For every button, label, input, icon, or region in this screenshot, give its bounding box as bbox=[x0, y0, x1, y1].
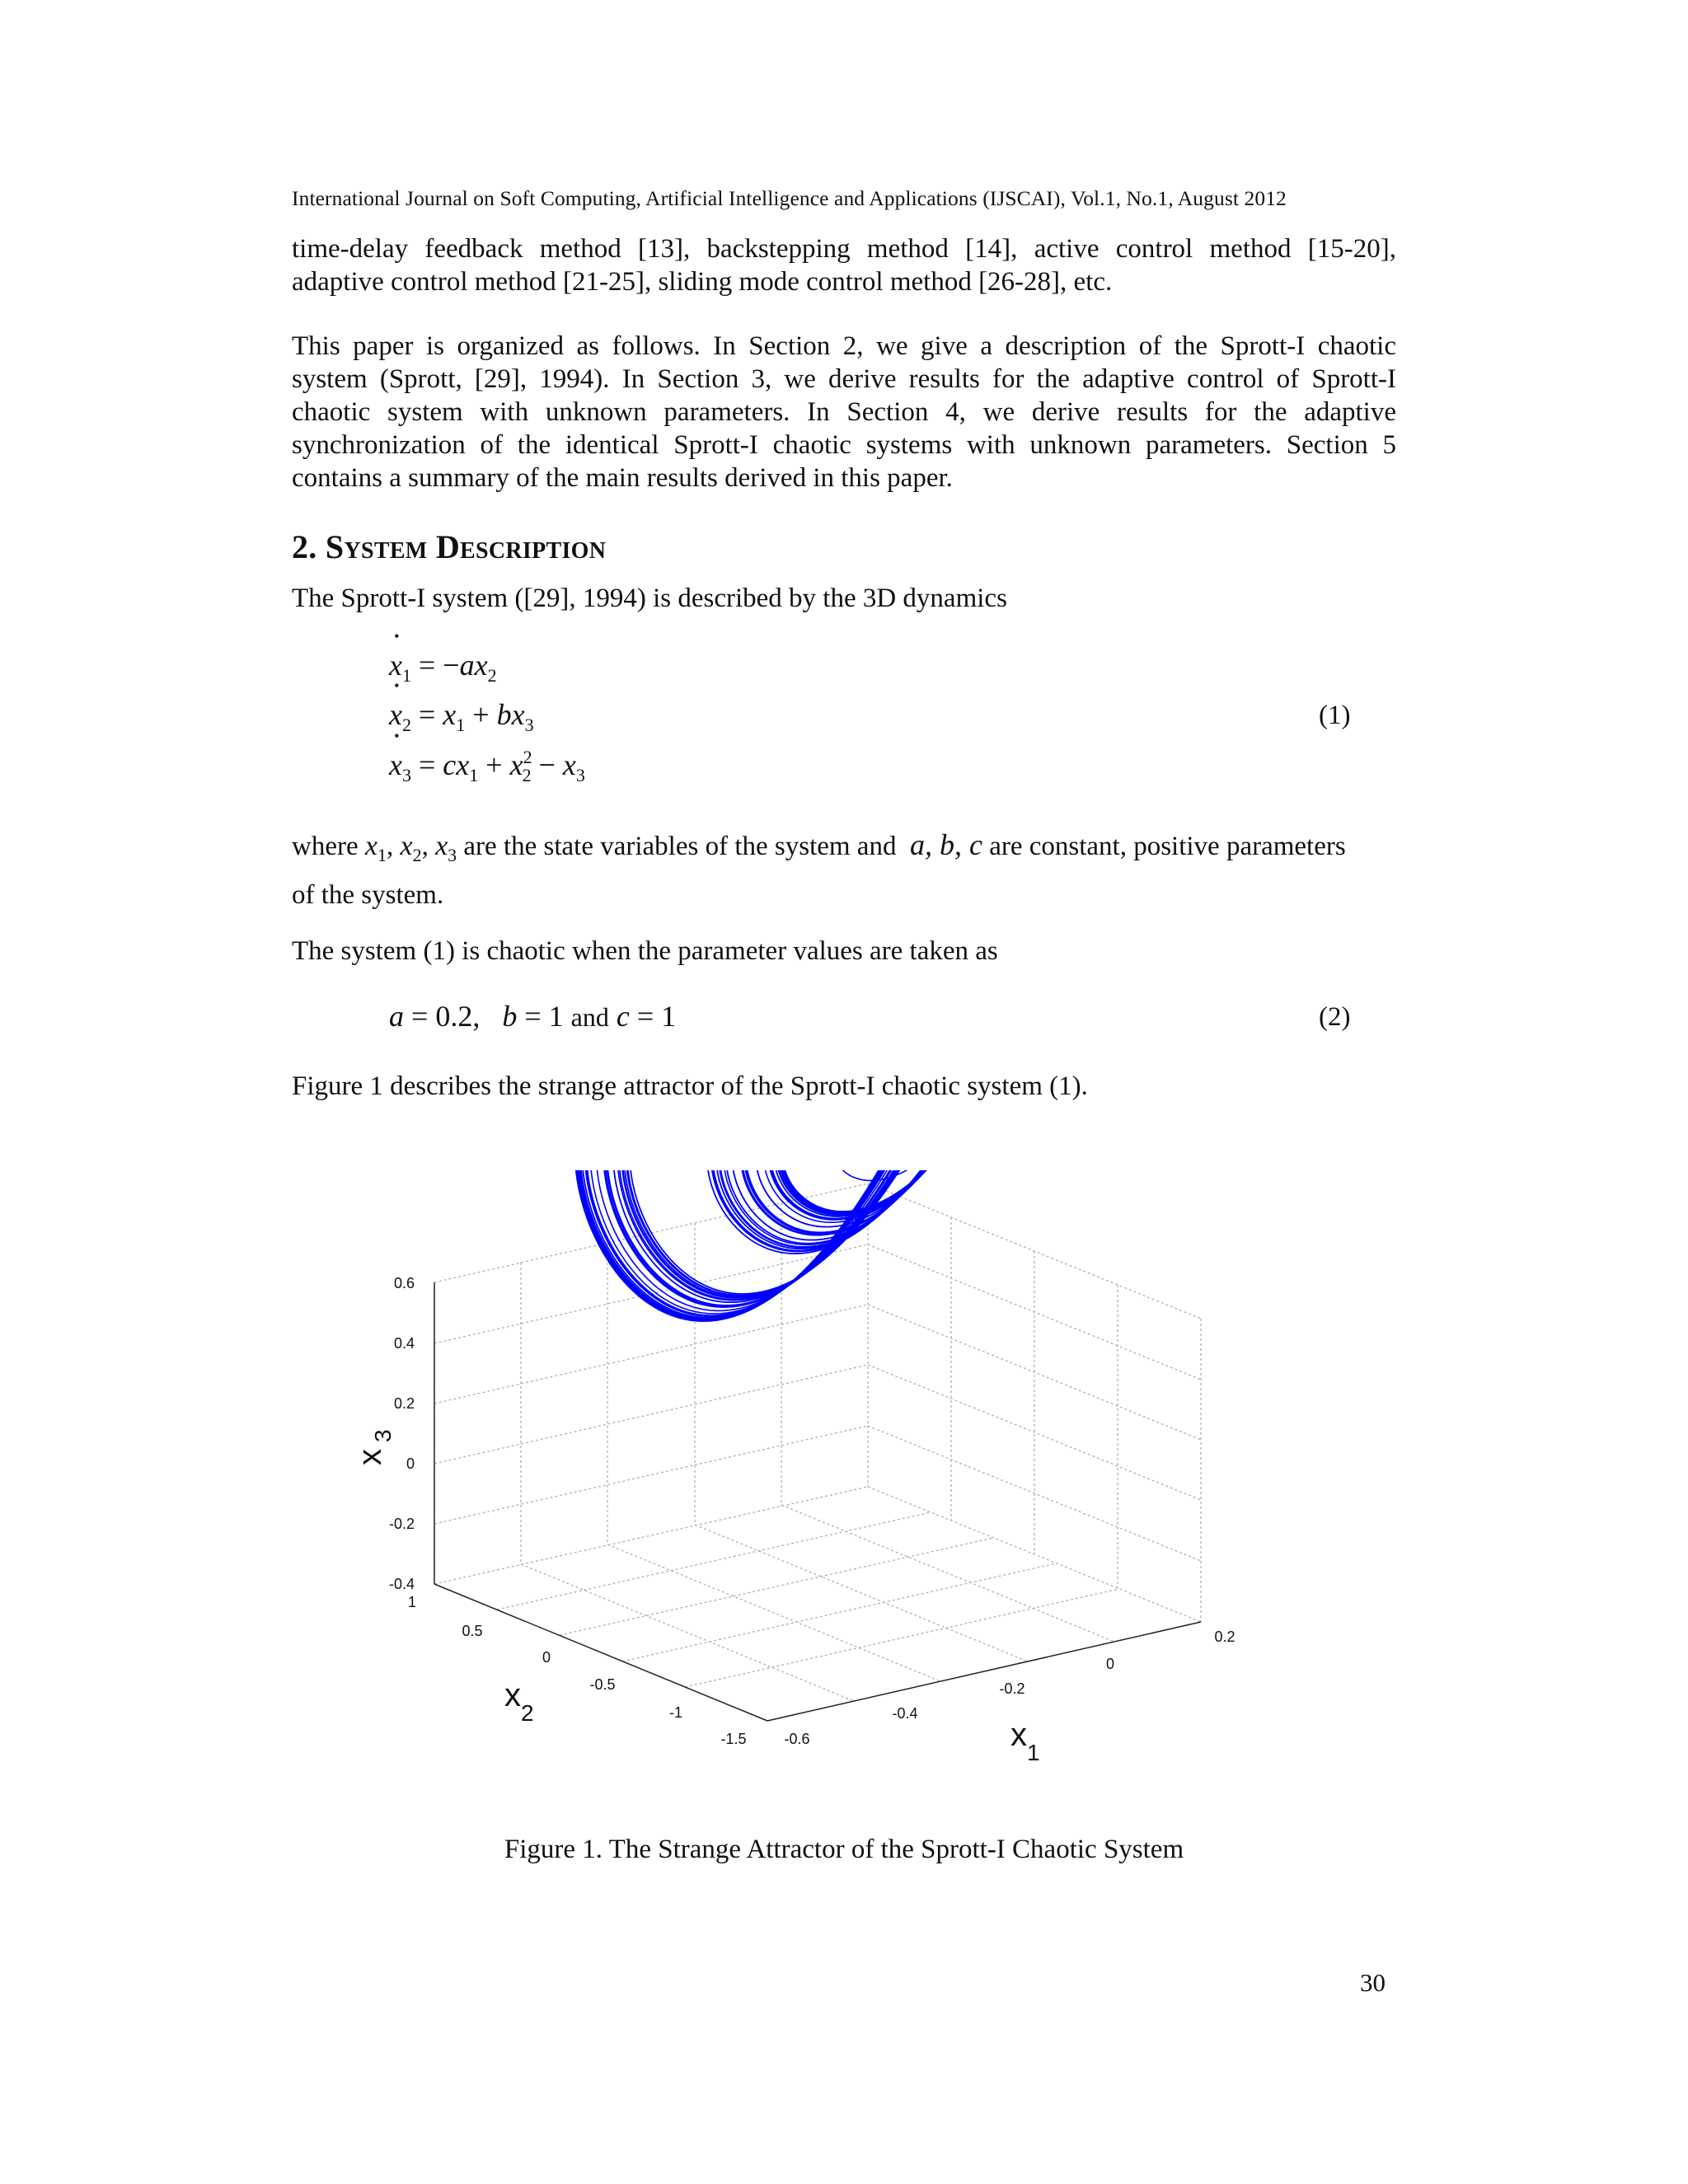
eq2-and: and bbox=[570, 1002, 609, 1032]
figure-intro-text: Figure 1 describes the strange attractor of the Sprott-I chaotic system (1). bbox=[292, 1071, 1088, 1101]
x1-ticks bbox=[784, 1629, 1235, 1747]
eq2-a-value: 0.2, bbox=[435, 1000, 481, 1033]
organization-paragraph bbox=[292, 330, 1396, 494]
system-intro bbox=[292, 582, 1396, 615]
equation-1-line-1: • $x_1 = -ax_2$ bbox=[389, 648, 497, 687]
x1-tick: 0 bbox=[1105, 1656, 1115, 1672]
x2-tick: 1 bbox=[407, 1594, 417, 1610]
x3-label bbox=[352, 1429, 396, 1465]
svg-text:2: 2 bbox=[521, 1700, 534, 1726]
eq2-c-value: 1 bbox=[661, 1000, 677, 1033]
where-d: of the system. bbox=[292, 880, 444, 910]
x1-label bbox=[1010, 1717, 1040, 1765]
org-line-4: synchronization of the identical Sprott-I chaotic systems with unknown parameters. Section 5 bbox=[292, 430, 1396, 460]
org-line-1: This paper is organized as follows. In Section 2, we give a description of the Sprott-I chaotic bbox=[292, 331, 1396, 361]
intro-line-1: time-delay feedback method [13], backstepping method [14], active control method [15-20], bbox=[292, 234, 1396, 264]
x2-tick: -1.5 bbox=[720, 1731, 747, 1747]
running-header: International Journal on Soft Computing, Artificial Intelligence and Applications (IJSCAI), Vol.1, No.1, August 2012 bbox=[292, 186, 1287, 210]
x1-tick: -0.6 bbox=[784, 1731, 810, 1747]
trajectory-segment bbox=[575, 1170, 979, 1321]
org-line-2: system (Sprott, [29], 1994). In Section 3, we derive results for the adaptive control of Sprott-I bbox=[292, 364, 1396, 394]
x2-tick: -0.5 bbox=[589, 1676, 616, 1693]
section-heading: 2. System Description bbox=[292, 528, 607, 565]
where-c: are constant, positive parameters bbox=[989, 832, 1346, 861]
intro-paragraph bbox=[292, 232, 1396, 298]
figure-caption: Figure 1. The Strange Attractor of the Sprott-I Chaotic System bbox=[504, 1835, 1184, 1864]
x3-tick: -0.2 bbox=[388, 1516, 415, 1532]
x2-tick: -1 bbox=[668, 1704, 683, 1721]
x2-label bbox=[504, 1677, 534, 1726]
x3-tick: -0.4 bbox=[388, 1576, 415, 1592]
chaotic-paragraph bbox=[292, 935, 1396, 968]
x2-ticks bbox=[408, 1594, 747, 1747]
where-a: where bbox=[292, 832, 359, 861]
eq2-b-value: 1 bbox=[548, 1000, 564, 1033]
x2-tick: 0 bbox=[542, 1649, 551, 1666]
equation-1-line-2: • $x_2 = x_1 + bx_3$ bbox=[389, 697, 534, 736]
x1-tick: -0.2 bbox=[999, 1680, 1025, 1697]
page-number: 30 bbox=[1360, 1968, 1386, 1997]
svg-text:x: x bbox=[352, 1449, 388, 1465]
attractor-figure bbox=[330, 1170, 1261, 1780]
where-b: are the state variables of the system and bbox=[463, 832, 897, 861]
chaotic-text: The system (1) is chaotic when the parameter values are taken as bbox=[292, 936, 998, 966]
x3-tick: 0.4 bbox=[393, 1335, 415, 1352]
attractor-trajectory bbox=[575, 1170, 979, 1321]
x3-tick: 0 bbox=[406, 1455, 415, 1472]
x1-tick: 0.2 bbox=[1214, 1629, 1236, 1645]
org-line-5: contains a summary of the main results derived in this paper. bbox=[292, 463, 953, 493]
svg-text:x: x bbox=[1010, 1717, 1027, 1753]
equation-1-line-3: • $x_3 = cx_1 + x^2_2 - x_3$ bbox=[389, 747, 585, 786]
figure-intro bbox=[292, 1070, 1396, 1103]
x3-tick: 0.6 bbox=[393, 1275, 415, 1291]
equation-2: a = 0.2, b = 1 and c = 1 bbox=[389, 1000, 677, 1033]
x1-tick: -0.4 bbox=[892, 1705, 918, 1722]
equation-2-number: (2) bbox=[1319, 1002, 1351, 1032]
svg-text:3: 3 bbox=[370, 1429, 396, 1442]
x3-tick: 0.2 bbox=[393, 1395, 415, 1412]
svg-text:x: x bbox=[504, 1677, 521, 1713]
system-intro-text: The Sprott-I system ([29], 1994) is described by the 3D dynamics bbox=[292, 583, 1007, 613]
intro-line-2: adaptive control method [21-25], sliding mode control method [26-28], etc. bbox=[292, 267, 1113, 297]
svg-text:1: 1 bbox=[1027, 1740, 1040, 1765]
org-line-3: chaotic system with unknown parameters. In Section 4, we derive results for the adaptive bbox=[292, 397, 1396, 427]
where-paragraph: where $x_1$, $x_2$, $x_3$ are the state variables of the system and a, b, c are constant, positive parameters of the system. bbox=[292, 828, 1396, 912]
x2-tick: 0.5 bbox=[462, 1623, 483, 1639]
equation-1-number: (1) bbox=[1319, 701, 1351, 730]
